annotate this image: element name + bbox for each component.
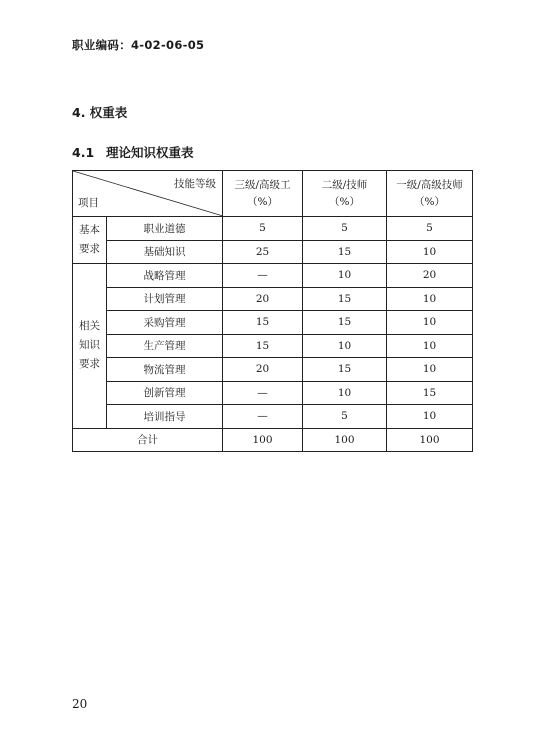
cell-value: 20 [387,264,473,288]
cell-value: — [223,264,303,288]
cell-value: 15 [303,358,387,382]
row-item: 基础知识 [107,240,223,264]
table-header-row [73,171,473,217]
cell-value: 10 [387,311,473,335]
group-related-knowledge: 相关 知识 要求 [73,264,107,429]
level-name: 一级/高级技师 [396,178,463,191]
table-row [73,311,473,335]
total-row [73,428,473,452]
cell-value: 5 [223,217,303,241]
row-item: 物流管理 [107,358,223,382]
cell-value: 15 [303,240,387,264]
cell-value: 10 [387,334,473,358]
corner-label-item: 项目 [78,197,99,209]
theory-weight-table [72,170,473,452]
cell-value: 10 [303,381,387,405]
corner-label-skill-level: 技能等级 [174,178,216,190]
cell-value: 15 [387,381,473,405]
cell-value: 15 [303,311,387,335]
table-row [73,264,473,288]
row-item: 战略管理 [107,264,223,288]
level-header-2 [303,171,387,217]
level-unit: （%） [247,195,278,208]
cell-value: — [223,381,303,405]
level-unit: （%） [329,195,360,208]
cell-value: 10 [387,240,473,264]
cell-value: 15 [303,287,387,311]
table-row [73,334,473,358]
row-item: 生产管理 [107,334,223,358]
level-header-1 [387,171,473,217]
cell-value: — [223,405,303,429]
table-row [73,358,473,382]
cell-value: 10 [303,264,387,288]
cell-value: 25 [223,240,303,264]
total-value: 100 [303,428,387,452]
table-row [73,381,473,405]
cell-value: 20 [223,287,303,311]
row-item: 职业道德 [107,217,223,241]
occupation-code-header: 职业编码：4-02-06-05 [72,38,205,52]
cell-value: 15 [223,334,303,358]
row-item: 采购管理 [107,311,223,335]
section-title: 4. 权重表 [72,105,128,120]
subsection-number: 4.1 [72,145,95,160]
cell-value: 10 [387,358,473,382]
cell-value: 5 [303,405,387,429]
table-row [73,240,473,264]
level-unit: （%） [414,195,445,208]
table-row [73,217,473,241]
cell-value: 15 [223,311,303,335]
subsection-title [72,143,194,161]
total-value: 100 [223,428,303,452]
cell-value: 10 [387,405,473,429]
cell-value: 10 [387,287,473,311]
total-label: 合计 [73,428,223,452]
cell-value: 10 [303,334,387,358]
group-basic-requirements: 基本 要求 [73,217,107,264]
row-item: 计划管理 [107,287,223,311]
subsection-text: 理论知识权重表 [106,145,194,160]
table-row [73,287,473,311]
page-number: 20 [72,697,88,711]
total-value: 100 [387,428,473,452]
row-item: 培训指导 [107,405,223,429]
cell-value: 5 [303,217,387,241]
level-name: 二级/技师 [321,178,368,191]
cell-value: 20 [223,358,303,382]
level-name: 三级/高级工 [234,178,291,191]
row-item: 创新管理 [107,381,223,405]
cell-value: 5 [387,217,473,241]
level-header-3 [223,171,303,217]
table-row [73,405,473,429]
table-corner-cell [73,171,223,217]
